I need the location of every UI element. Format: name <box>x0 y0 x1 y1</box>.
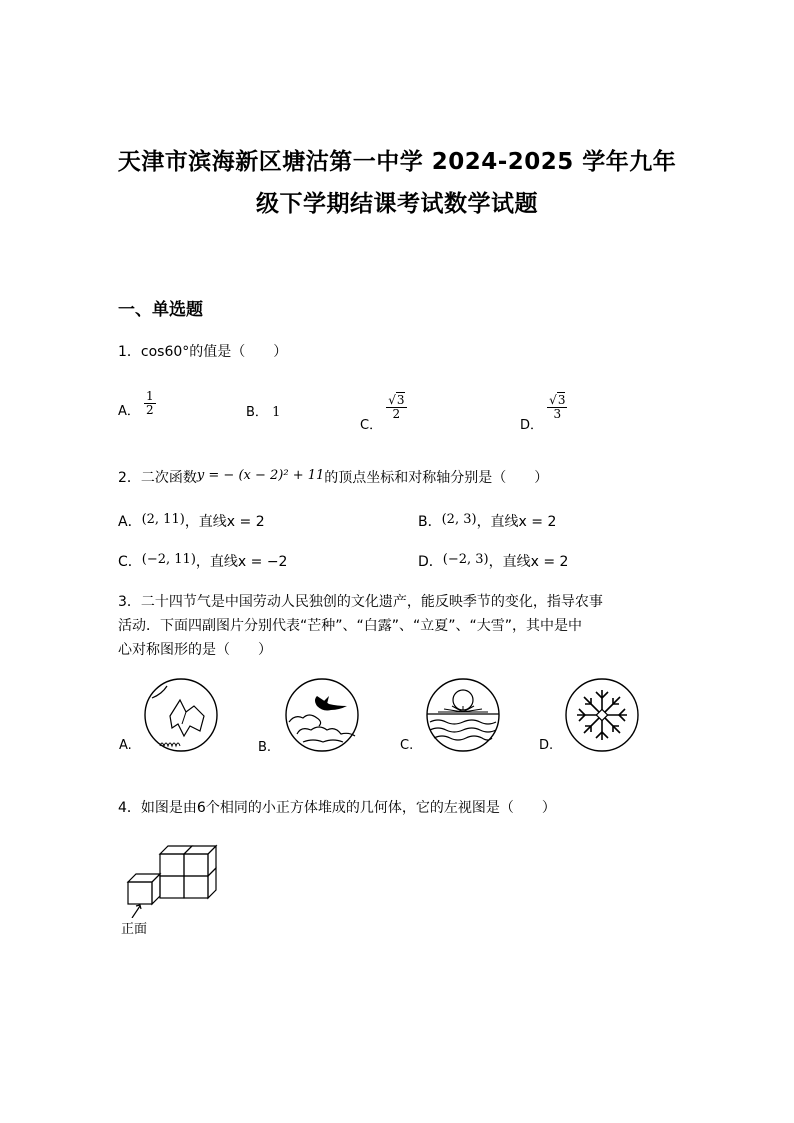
q1-option-c <box>360 393 407 433</box>
q1-option-a <box>118 389 156 425</box>
mangzhong-icon <box>142 676 220 754</box>
q1-option-d-label: D． <box>520 418 544 433</box>
q3-option-c-label: C. <box>400 738 414 753</box>
q2-option-b <box>418 510 556 535</box>
q3-option-a-label: A. <box>119 738 132 753</box>
q2-option-d-point: (−2, 3) <box>442 552 489 567</box>
bailu-icon <box>283 676 361 754</box>
section-heading: 一、单选题 <box>118 300 203 320</box>
q2-option-d-line: ，直线x = 2 <box>488 554 569 570</box>
page-title-line2: 级下学期结课考试数学试题 <box>256 191 538 217</box>
q1-option-b-value: 1 <box>272 405 281 420</box>
fraction-numerator: √3 <box>388 393 405 407</box>
daxue-snowflake-icon <box>563 676 641 754</box>
q2-stem-suffix: 的顶点坐标和对称轴分别是（ ） <box>324 470 549 486</box>
fraction-denominator: 2 <box>146 403 154 417</box>
q1-option-a-label: A． <box>118 404 140 419</box>
question-3-stem-line1: 3．二十四节气是中国劳动人民独创的文化遗产，能反映季节的变化，指导农事 <box>118 594 603 610</box>
q2-option-b-label: B． <box>418 514 442 530</box>
q1-option-c-fraction <box>386 394 406 421</box>
cube-stack-figure <box>120 842 220 918</box>
q2-option-b-line: ，直线x = 2 <box>476 514 557 530</box>
q2-option-d-label: D． <box>418 554 443 570</box>
q2-stem-prefix: 2．二次函数 <box>118 470 197 486</box>
q1-option-b-label: B． <box>246 405 268 420</box>
q2-option-c-point: (−2, 11) <box>141 552 196 567</box>
q2-option-c-line: ，直线x = −2 <box>195 554 288 570</box>
page-title-line1: 天津市滨海新区塘沽第一中学 2024-2025 学年九年 <box>117 149 677 175</box>
q2-option-c <box>118 550 287 575</box>
question-3-stem-line2: 活动．下面四副图片分别代表“芒种”、“白露”、“立夏”、“大雪”，其中是中 <box>118 618 583 634</box>
sqrt-radicand: 3 <box>557 393 566 407</box>
q2-option-a-point: (2, 11) <box>141 512 185 527</box>
q1-option-a-fraction <box>144 390 156 417</box>
q1-option-d <box>520 393 567 433</box>
q2-option-a-label: A． <box>118 514 142 530</box>
question-1-stem: 1．cos60°的值是（ ） <box>118 344 288 360</box>
fraction-denominator: 2 <box>392 407 401 421</box>
front-view-label: 正面 <box>121 922 148 937</box>
q2-option-a-line: ，直线x = 2 <box>184 514 265 530</box>
q2-option-c-label: C． <box>118 554 142 570</box>
fraction-denominator: 3 <box>553 407 562 421</box>
q2-option-d <box>418 550 568 575</box>
q1-option-c-label: C． <box>360 418 383 433</box>
question-3-stem-line3: 心对称图形的是（ ） <box>118 642 272 658</box>
lixia-icon <box>424 676 502 754</box>
fraction-numerator: √3 <box>549 393 566 407</box>
question-4-stem: 4．如图是由6个相同的小正方体堆成的几何体，它的左视图是（ ） <box>118 800 556 816</box>
q2-option-a <box>118 510 265 535</box>
q3-option-d-label: D. <box>539 738 554 753</box>
q2-option-b-point: (2, 3) <box>441 512 477 527</box>
question-2-stem <box>118 466 548 491</box>
q1-option-b <box>246 401 280 420</box>
q1-option-d-fraction <box>547 394 567 421</box>
q2-formula: y = − (x − 2)² + 11 <box>196 468 325 483</box>
sqrt-radicand: 3 <box>396 393 405 407</box>
q3-option-b-label: B. <box>258 740 272 755</box>
fraction-numerator: 1 <box>146 389 154 403</box>
